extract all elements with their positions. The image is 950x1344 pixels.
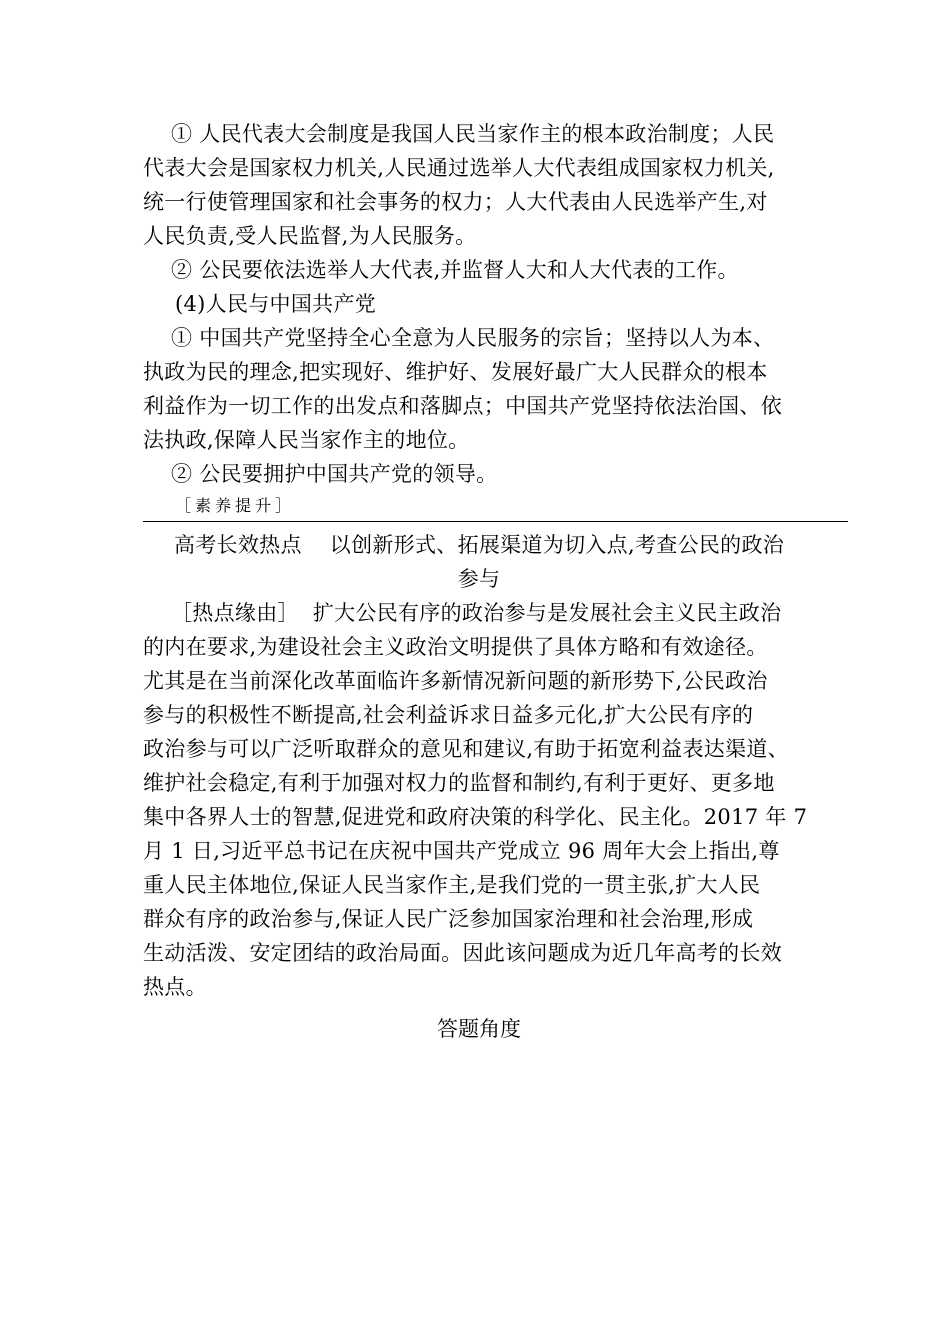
text-line: 群众有序的政治参与,保证人民广泛参加国家治理和社会治理,形成: [143, 907, 754, 931]
paragraph-party-purpose: [143, 321, 815, 457]
text-line: 集中各界人士的智慧,促进党和政府决策的科学化、民主化。2017 年 7: [143, 805, 808, 829]
text-line: 月 1 日,习近平总书记在庆祝中国共产党成立 96 周年大会上指出,尊: [143, 839, 780, 863]
text-line: ① 中国共产党坚持全心全意为人民服务的宗旨；坚持以人为本、: [171, 326, 775, 350]
text-line: 热点。: [143, 975, 207, 999]
answer-angle-heading: 答题角度: [437, 1017, 521, 1041]
text-line: [143, 596, 815, 630]
reason-label: ［热点缘由］: [171, 601, 299, 625]
text-line: 维护社会稳定,有利于加强对权力的监督和制约,有利于更好、更多地: [143, 771, 775, 795]
text-line: 统一行使管理国家和社会事务的权力；人大代表由人民选举产生,对: [143, 190, 768, 214]
hot-topic-label: 高考长效热点: [173, 533, 302, 557]
text-line: 人民负责,受人民监督,为人民服务。: [143, 224, 477, 248]
section-label: ［素养提升］: [175, 496, 296, 515]
text-line: 的内在要求,为建设社会主义政治文明提供了具体方略和有效途径。: [143, 635, 768, 659]
paragraph-support-party: ② 公民要拥护中国共产党的领导。: [171, 462, 498, 486]
text-line: 重人民主体地位,保证人民当家作主,是我们党的一贯主张,扩大人民: [143, 873, 761, 897]
document-body: [143, 117, 815, 1046]
hot-topic-title: [143, 528, 815, 562]
reason-first-line: 扩大公民有序的政治参与是发展社会主义民主政治: [312, 601, 782, 625]
section-divider: [143, 521, 848, 522]
text-line: 生动活泼、安定团结的政治局面。因此该问题成为近几年高考的长效: [143, 941, 782, 965]
text-line: 尤其是在当前深化改革面临许多新情况新问题的新形势下,公民政治: [143, 669, 768, 693]
text-line: 参与的积极性不断提高,社会利益诉求日益多元化,扩大公民有序的: [143, 703, 754, 727]
text-line: 代表大会是国家权力机关,人民通过选举人大代表组成国家权力机关,: [143, 156, 775, 180]
text-line: 政治参与可以广泛听取群众的意见和建议,有助于拓宽利益表达渠道、: [143, 737, 789, 761]
text-line: ① 人民代表大会制度是我国人民当家作主的根本政治制度；人民: [171, 122, 775, 146]
hot-topic-title-cont: 参与: [457, 567, 501, 591]
paragraph-hot-reason: [143, 596, 815, 1004]
text-line: 利益作为一切工作的出发点和落脚点；中国共产党坚持依法治国、依: [143, 394, 782, 418]
text-line: 法执政,保障人民当家作主的地位。: [143, 428, 470, 452]
paragraph-npc-system: [143, 117, 815, 253]
hot-topic-subject: 以创新形式、拓展渠道为切入点,考查公民的政治: [329, 533, 785, 557]
text-line: 执政为民的理念,把实现好、维护好、发展好最广大人民群众的根本: [143, 360, 768, 384]
paragraph-citizen-elect: ② 公民要依法选举人大代表,并监督人大和人大代表的工作。: [171, 258, 739, 282]
subheading-people-and-party: (4)人民与中国共产党: [175, 292, 377, 316]
